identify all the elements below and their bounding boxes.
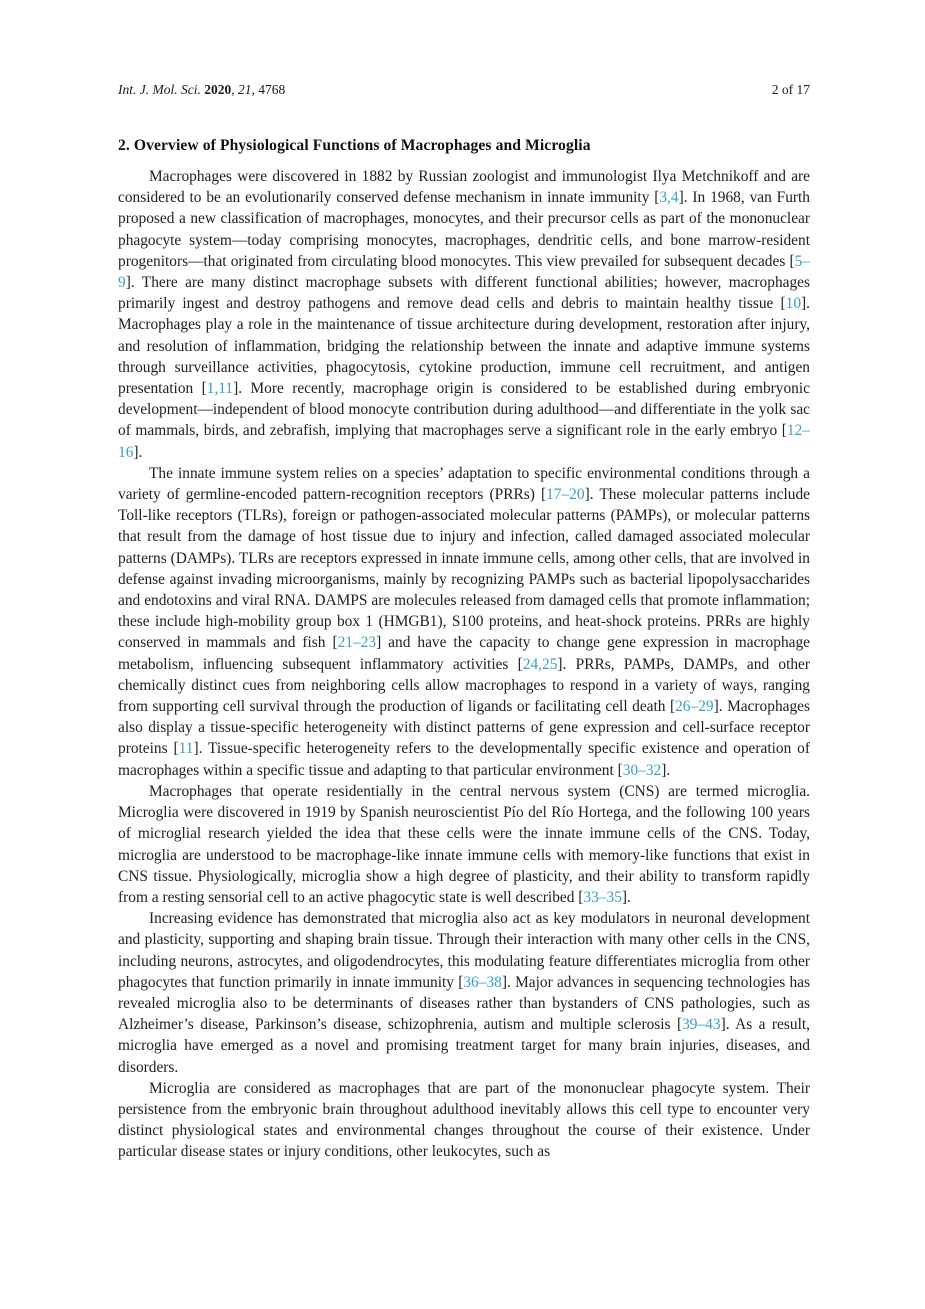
citation-link[interactable]: 1,11: [206, 380, 234, 398]
citation-link[interactable]: 26–29: [675, 698, 714, 716]
paragraph: [118, 463, 810, 781]
citation-link[interactable]: 21–23: [337, 634, 377, 652]
body-text: ].: [621, 888, 631, 906]
paragraph: [118, 908, 810, 1078]
body-text: Macrophages that operate residentially in the central nervous system (CNS) are termed microglia. Microglia were discovered in 1919 by Spanish neuroscientist Pío del Río Hortega, and the following 100 years of microglial research yielded the idea that these cells were the innate immune cells of the CNS. Today, microglia are understood to be macrophage-like innate immune cells with memory-like functions that exist in CNS tissue. Physiologically, microglia show a high degree of plasticity, and their ability to transform rapidly from a resting sensorial cell to an active phagocytic state is well described [: [118, 782, 810, 906]
body-text: Microglia are considered as macrophages that are part of the mononuclear phagocyte system. Their persistence from the embryonic brain throughout adulthood inevitably allows this cell type to encounter very distinct physiological states and environmental changes throughout the course of their existence. Under particular disease states or injury conditions, other leukocytes, such as: [118, 1079, 810, 1161]
journal-citation: [118, 82, 285, 98]
body-text: ]. Tissue-specific heterogeneity refers to the developmentally specific existence and operation of macrophages within a specific tissue and adapting to that particular environment [: [118, 740, 810, 779]
section-heading: 2. Overview of Physiological Functions of Macrophages and Microglia: [118, 137, 591, 154]
body-text: Macrophages were discovered in 1882 by Russian zoologist and immunologist Ilya Metchnikoff and are considered to be an evolutionarily conserved defense mechanism in innate immunity [: [118, 168, 810, 207]
body-text: ]. As a result, microglia have emerged as a novel and promising treatment target for many brain injuries, diseases, and disorders.: [118, 1016, 810, 1076]
citation-link[interactable]: 24,25: [522, 655, 558, 673]
page-header: [118, 82, 810, 98]
citation-link[interactable]: 5–9: [118, 252, 810, 292]
body-text: ]. Macrophages also display a tissue-specific heterogeneity with distinct patterns of gene expression and cell-surface receptor proteins [: [118, 698, 810, 758]
body-text: The innate immune system relies on a species’ adaptation to specific environmental conditions through a variety of germline-encoded pattern-recognition receptors (PRRs) [: [118, 464, 810, 504]
citation-link[interactable]: 11: [178, 740, 194, 758]
journal-citation-part: Int. J. Mol. Sci.: [118, 82, 205, 97]
article-body: [118, 166, 810, 1163]
citation-link[interactable]: 3,4: [659, 189, 679, 207]
journal-citation-part: 21: [237, 82, 252, 97]
journal-citation-part: ,: [231, 82, 238, 97]
paragraph: [118, 1078, 810, 1163]
citation-link[interactable]: 12–16: [118, 422, 810, 461]
citation-link[interactable]: 36–38: [463, 973, 502, 991]
citation-link[interactable]: 10: [785, 295, 802, 313]
body-text: ] and have the capacity to change gene expression in macrophage metabolism, influencing subsequent inflammatory activities [: [118, 634, 811, 673]
paragraph: [118, 781, 810, 908]
journal-citation-part: 2020: [204, 82, 232, 97]
citation-link[interactable]: 17–20: [546, 486, 585, 504]
body-text: ].: [661, 761, 671, 779]
body-text: ]. Macrophages play a role in the maintenance of tissue architecture during development, restoration after injury, and resolution of inflammation, bridging the relationship between the innate and adaptive immune systems through surveillance activities, phagocytosis, cytokine production, immune cell recruitment, and antigen presentation [: [118, 295, 810, 398]
body-text: ]. In 1968, van Furth proposed a new classification of macrophages, monocytes, and their precursor cells as part of the mononuclear phagocyte system—today comprising monocytes, macrophages, dendritic cells, and bone marrow-resident progenitors—that originated from circulating blood monocytes. This view prevailed for subsequent decades [: [118, 189, 810, 270]
page-number: 2 of 17: [771, 82, 810, 97]
body-text: ]. Major advances in sequencing technologies has revealed microglia also to be determinants of diseases rather than bystanders of CNS pathologies, such as Alzheimer’s disease, Parkinson’s disease, schizophrenia, autism and multiple sclerosis [: [118, 973, 810, 1034]
body-text: Increasing evidence has demonstrated that microglia also act as key modulators in neuronal development and plasticity, supporting and shaping brain tissue. Through their interaction with many other cells in the CNS, including neurons, astrocytes, and oligodendrocytes, this modulating feature differentiates microglia from other phagocytes that function primarily in innate immunity [: [118, 910, 810, 991]
citation-link[interactable]: 39–43: [682, 1016, 721, 1034]
citation-link[interactable]: 30–32: [622, 761, 662, 779]
body-text: ].: [133, 443, 143, 461]
body-text: ]. There are many distinct macrophage subsets with different functional abilities; however, macrophages primarily ingest and destroy pathogens and remove dead cells and debris to maintain healthy tissue [: [118, 274, 810, 313]
body-text: ]. More recently, macrophage origin is considered to be established during embryonic development—independent of blood monocyte contribution during adulthood—and differentiate in the yolk sac of mammals, birds, and zebrafish, implying that macrophages serve a significant role in the early embryo [: [118, 380, 810, 440]
citation-link[interactable]: 33–35: [583, 888, 622, 906]
body-text: ]. These molecular patterns include Toll-like receptors (TLRs), foreign or pathogen-associated molecular patterns (PAMPs), or molecular patterns that result from the damage of host tissue due to injury and infection, called damaged associated molecular patterns (DAMPs). TLRs are receptors expressed in innate immune cells, among other cells, that are involved in defense against invading microorganisms, mainly by recognizing PAMPs such as bacterial lipopolysaccharides and endotoxins and viral RNA. DAMPS are molecules released from damaged cells that promote inflammation; these include high-mobility group box 1 (HMGB1), S100 proteins, and heat-shock proteins. PRRs are highly conserved in mammals and fish [: [118, 486, 810, 652]
paragraph: [118, 166, 810, 463]
body-text: ]. PRRs, PAMPs, DAMPs, and other chemically distinct cues from neighboring cells allow macrophages to respond in a variety of ways, ranging from supporting cell survival through the production of ligands or facilitating cell death [: [118, 655, 810, 716]
journal-citation-part: , 4768: [251, 82, 286, 97]
